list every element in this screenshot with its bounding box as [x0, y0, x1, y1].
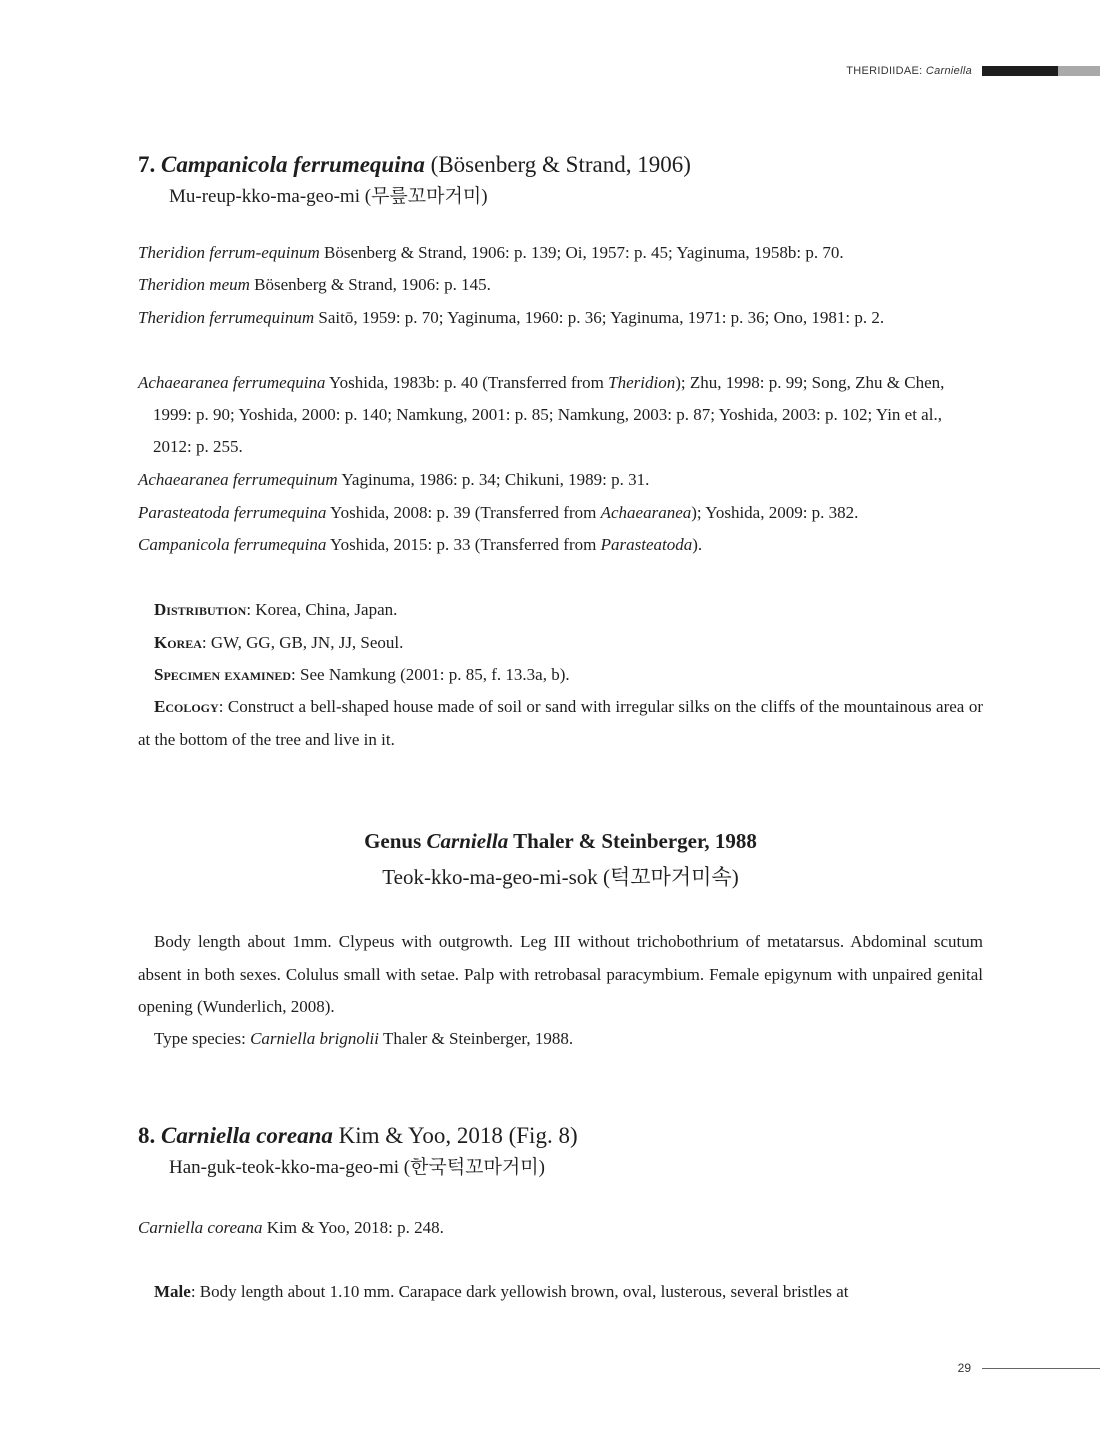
synonym-entry — [138, 237, 983, 269]
species-7-number: 7. — [138, 152, 156, 177]
synonym-name: Theridion ferrum-equinum — [138, 243, 320, 262]
synonym-citation: Yaginuma, 1986: p. 34; Chikuni, 1989: p. 31. — [337, 470, 650, 489]
species-7-name: Campanicola ferrumequina — [161, 152, 425, 177]
ecology-paragraph — [138, 691, 983, 756]
type-species-label: Type species: — [154, 1029, 251, 1048]
type-species-authority: Thaler & Steinberger, 1988. — [379, 1029, 574, 1048]
korea-paragraph — [138, 627, 983, 660]
species-7-korean-name: Mu-reup-kko-ma-geo-mi (무릎꼬마거미) — [169, 186, 488, 207]
synonym-citation: Yoshida, 2008: p. 39 (Transferred from — [326, 503, 601, 522]
species-8-number: 8. — [138, 1123, 156, 1148]
page-number-area — [958, 1361, 1100, 1375]
species-8-korean-name: Han-guk-teok-kko-ma-geo-mi (한국턱꼬마거미) — [169, 1157, 545, 1178]
synonym-name: Theridion meum — [138, 275, 250, 294]
male-label: Male — [154, 1282, 191, 1301]
specimen-paragraph — [138, 659, 983, 692]
running-head — [846, 64, 1100, 78]
synonym-genus: Achaearanea — [600, 503, 692, 522]
specimen-text: : See Namkung (2001: p. 85, f. 13.3a, b). — [291, 665, 570, 684]
synonym-citation: Bösenberg & Strand, 1906: p. 139; Oi, 1957: p. 45; Yaginuma, 1958b: p. 70. — [319, 243, 844, 262]
synonym-entry — [138, 1212, 983, 1244]
synonym-genus: Parasteatoda — [600, 535, 693, 554]
male-description — [138, 1276, 983, 1309]
synonym-entry — [138, 464, 983, 496]
synonym-entry — [138, 497, 983, 529]
running-head-text — [846, 65, 972, 77]
species-7-title — [138, 150, 691, 180]
synonym-name: Achaearanea ferrumequinum — [138, 470, 338, 489]
synonym-citation: Bösenberg & Strand, 1906: p. 145. — [249, 275, 491, 294]
running-head-genus: Carniella — [925, 65, 972, 77]
synonym-name: Parasteatoda ferrumequina — [138, 503, 327, 522]
species-7-authority: (Bösenberg & Strand, 1906) — [430, 152, 691, 177]
synonym-entry — [138, 529, 983, 561]
genus-korean-name: Teok-kko-ma-geo-mi-sok (턱꼬마거미속) — [382, 865, 739, 889]
species-8-title — [138, 1121, 578, 1151]
synonym-genus: Theridion — [608, 373, 676, 392]
synonym-name: Campanicola ferrumequina — [138, 535, 327, 554]
running-head-family: THERIDIIDAE: — [846, 65, 926, 77]
synonym-citation: Yoshida, 2015: p. 33 (Transferred from — [326, 535, 601, 554]
distribution-paragraph — [138, 594, 983, 627]
distribution-text: : Korea, China, Japan. — [246, 600, 398, 619]
distribution-label: Distribution — [154, 600, 247, 619]
synonym-entry — [138, 367, 983, 463]
synonym-citation-cont: ); Yoshida, 2009: p. 382. — [691, 503, 859, 522]
synonym-citation: Yoshida, 1983b: p. 40 (Transferred from — [325, 373, 609, 392]
species-8-name: Carniella coreana — [161, 1123, 333, 1148]
page-number: 29 — [957, 1361, 971, 1375]
synonym-citation: Saitō, 1959: p. 70; Yaginuma, 1960: p. 36; Yaginuma, 1971: p. 36; Ono, 1981: p. 2. — [314, 308, 885, 327]
synonym-entry — [138, 269, 983, 301]
genus-authority: Thaler & Steinberger, 1988 — [508, 829, 757, 853]
species-8-authority: Kim & Yoo, 2018 (Fig. 8) — [338, 1123, 578, 1148]
type-species-name: Carniella brignolii — [250, 1029, 379, 1048]
male-text: : Body length about 1.10 mm. Carapace dark yellowish brown, oval, lusterous, several bristles at — [190, 1282, 849, 1301]
synonym-citation-cont: ); Zhu, 1998: p. 99; Song, Zhu & Chen, 1999: p. 90; Yoshida, 2000: p. 140; Namkung, 2001: p. 85; Namkung, 2003: p. 87; Yoshida, 2003: p. 102; Yin et al., 2012: p. 255. — [153, 373, 945, 456]
synonym-name: Carniella coreana — [138, 1218, 263, 1237]
running-head-bar-light — [1058, 66, 1100, 76]
korea-text: : GW, GG, GB, JN, JJ, Seoul. — [201, 633, 404, 652]
genus-prefix: Genus — [364, 829, 427, 853]
synonym-name: Theridion ferrumequinum — [138, 308, 315, 327]
genus-name: Carniella — [426, 829, 509, 853]
genus-description: Body length about 1mm. Clypeus with outgrowth. Leg III without trichobothrium of metatarsus. Abdominal scutum absent in both sexes. Colulus small with setae. Palp with retrobasal paracymbium. Female epigynum with unpaired genital opening (Wunderlich, 2008). — [138, 932, 983, 1016]
specimen-label: Specimen examined — [154, 665, 292, 684]
korea-label: Korea — [154, 633, 202, 652]
synonym-name: Achaearanea ferrumequina — [138, 373, 326, 392]
ecology-label: Ecology — [154, 697, 219, 716]
type-species-paragraph — [138, 1023, 983, 1056]
synonym-entry — [138, 302, 983, 334]
folio-rule — [982, 1368, 1100, 1369]
ecology-text: : Construct a bell-shaped house made of soil or sand with irregular silks on the cliffs of the mountainous area or at the bottom of the tree and live in it. — [138, 697, 983, 749]
synonym-citation: Kim & Yoo, 2018: p. 248. — [262, 1218, 444, 1237]
synonym-citation-cont: ). — [692, 535, 703, 554]
genus-heading — [138, 827, 983, 855]
running-head-bar-dark — [982, 66, 1058, 76]
